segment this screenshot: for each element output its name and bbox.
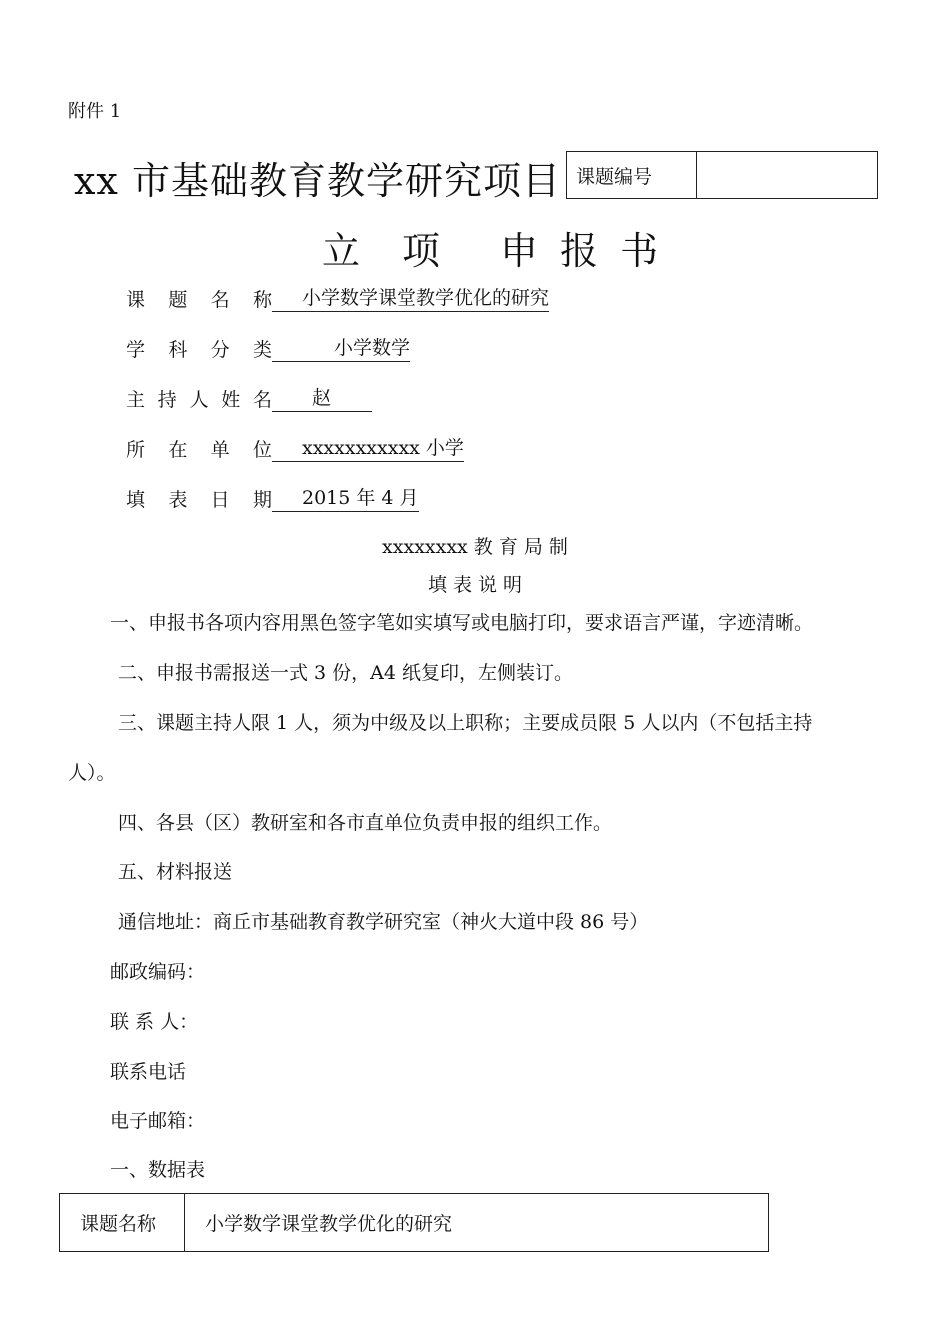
instruction-item-3-cont: 人）。: [68, 762, 116, 784]
field-value[interactable]: 赵: [272, 383, 372, 412]
label-char: 名: [252, 389, 272, 411]
field-label: [126, 335, 272, 362]
label-char: 日: [210, 489, 230, 511]
label-char: 题: [168, 289, 188, 311]
instruction-item-3: 三、课题主持人限 1 人，须为中级及以上职称；主要成员限 5 人以内（不包括主持: [118, 712, 813, 734]
subtitle-char: 项: [402, 229, 443, 273]
label-char: 所: [126, 439, 146, 461]
mailing-address: 通信地址：商丘市基础教育教学研究室（神火大道中段 86 号）: [118, 911, 649, 933]
table-cell-label: 课题名称: [60, 1194, 185, 1252]
field-value[interactable]: xxxxxxxxxxx 小学: [272, 433, 464, 462]
label-char: 持: [157, 389, 177, 411]
field-value[interactable]: 小学数学: [272, 333, 410, 362]
table-cell-value[interactable]: 小学数学课堂教学优化的研究: [185, 1194, 769, 1252]
field-label: [126, 285, 272, 312]
project-code-label: 课题编号: [567, 152, 697, 198]
contact-phone: 联系电话: [110, 1061, 187, 1083]
subtitle-char: 报: [560, 229, 601, 273]
document-subtitle: [322, 220, 660, 275]
issuer-line: xxxxxxxx 教 育 局 制: [382, 536, 568, 558]
field-topic-name: [126, 283, 549, 312]
label-char: 分: [210, 339, 230, 361]
label-char: 在: [168, 439, 188, 461]
label-char: 主: [126, 389, 146, 411]
field-value[interactable]: 2015 年 4 月: [272, 483, 419, 512]
instruction-item-4: 四、各县（区）教研室和各市直单位负责申报的组织工作。: [118, 812, 613, 834]
subtitle-char: 申: [500, 229, 541, 273]
attachment-label: 附件 1: [68, 101, 122, 122]
subtitle-char: 立: [322, 229, 363, 273]
field-label: [126, 435, 272, 462]
label-char: 类: [252, 339, 272, 361]
table-row: [60, 1194, 769, 1252]
field-label: [126, 485, 272, 512]
label-char: 单: [210, 439, 230, 461]
label-char: 填: [126, 489, 146, 511]
label-char: 姓: [221, 389, 241, 411]
field-fill-date: [126, 483, 419, 512]
label-char: 称: [252, 289, 272, 311]
postal-code: 邮政编码：: [110, 961, 206, 983]
subtitle-char: 书: [620, 229, 661, 273]
contact-email: 电子邮箱：: [110, 1110, 206, 1132]
project-code-box: [566, 151, 878, 199]
instruction-item-1: 一、申报书各项内容用黑色签字笔如实填写或电脑打印，要求语言严谨，字迹清晰。: [110, 612, 814, 634]
field-subject-category: [126, 333, 410, 362]
label-char: 表: [168, 489, 188, 511]
instructions-heading: 填 表 说 明: [427, 574, 523, 596]
instruction-item-5: 五、材料报送: [118, 861, 233, 883]
data-section-title: 一、数据表: [110, 1159, 206, 1181]
label-char: 名: [210, 289, 230, 311]
field-host-name: [126, 383, 372, 412]
label-char: 课: [126, 289, 146, 311]
data-table: [59, 1193, 769, 1252]
label-char: 学: [126, 339, 146, 361]
label-char: 位: [252, 439, 272, 461]
field-label: [126, 385, 272, 412]
field-organization: [126, 433, 464, 462]
contact-person: 联 系 人：: [110, 1011, 199, 1033]
document-title: xx 市基础教育教学研究项目: [74, 159, 561, 203]
label-char: 期: [252, 489, 272, 511]
instruction-item-2: 二、申报书需报送一式 3 份，A4 纸复印，左侧装订。: [118, 662, 574, 684]
label-char: 人: [189, 389, 209, 411]
field-value[interactable]: 小学数学课堂教学优化的研究: [272, 283, 549, 312]
project-code-value[interactable]: [697, 152, 877, 198]
label-char: 科: [168, 339, 188, 361]
